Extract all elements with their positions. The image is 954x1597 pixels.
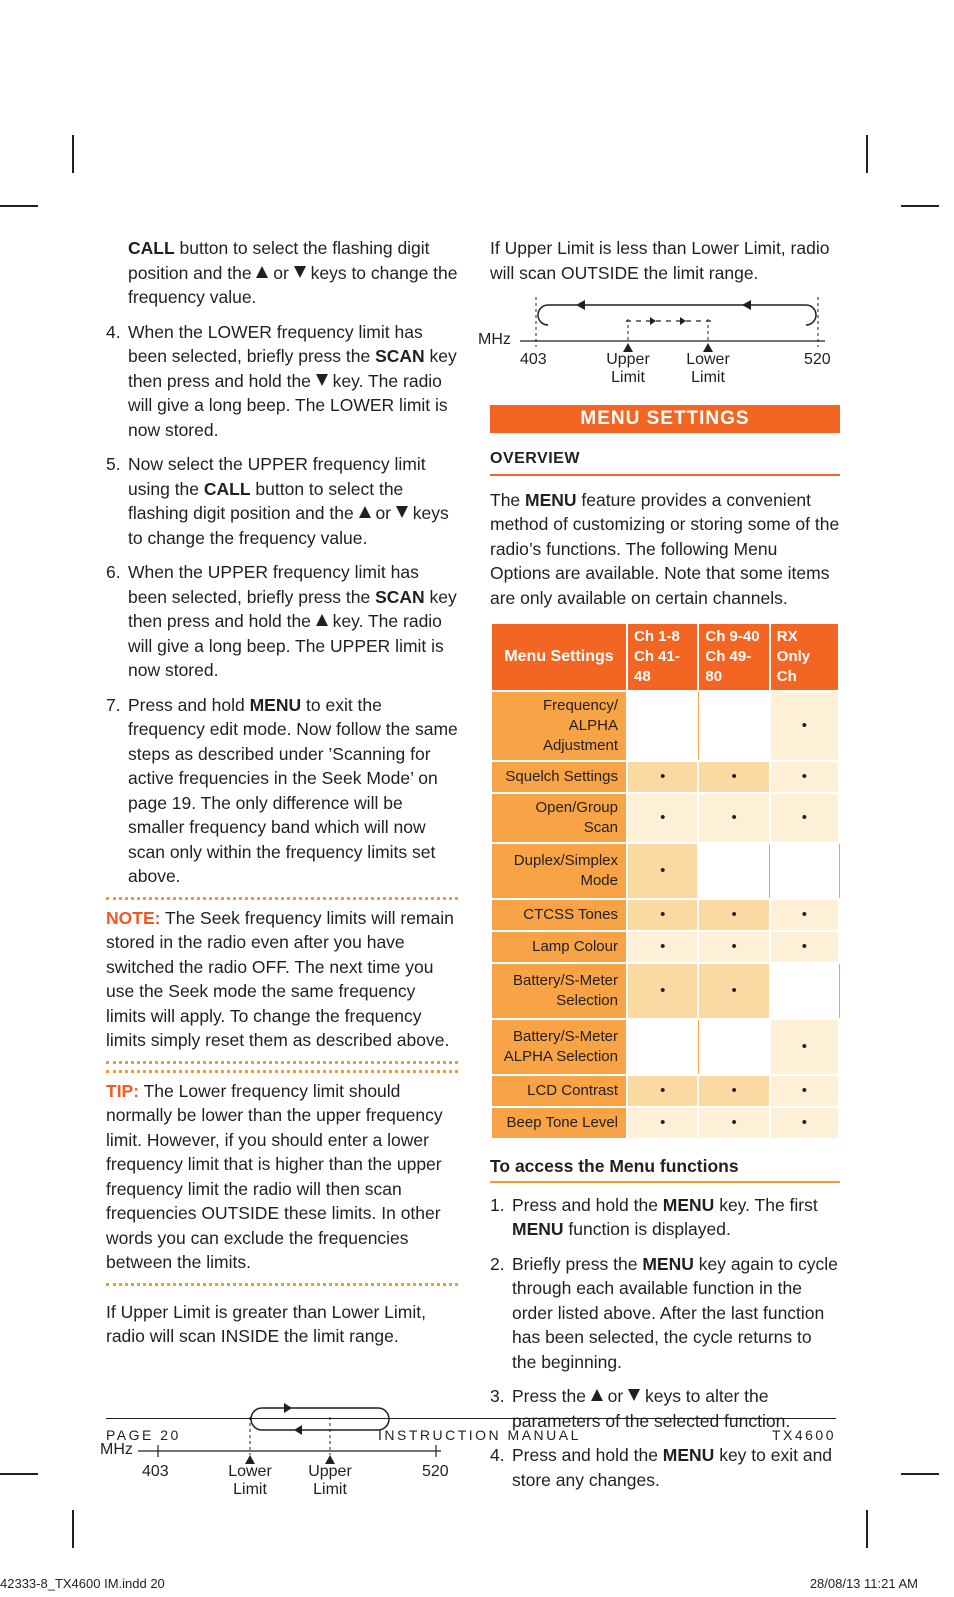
dot-marker: • <box>770 899 839 931</box>
down-arrow-icon <box>294 266 306 278</box>
dot-marker: • <box>627 793 698 843</box>
crop-mark <box>0 205 38 207</box>
axis-unit: MHz <box>478 331 511 348</box>
table-header-row <box>491 623 839 691</box>
crop-mark <box>866 135 868 173</box>
menu-access-steps <box>490 1193 840 1493</box>
table-row: Battery/S-Meter Selection • • <box>491 963 839 1019</box>
crop-mark <box>72 1510 74 1548</box>
dot-marker: • <box>770 1019 839 1075</box>
crop-mark <box>901 1473 939 1475</box>
list-item: 7. Press and hold MENU to exit the frequency edit mode. Now follow the same steps as described under ’Scanning for active frequencies in the Seek Mode’ on page 19. The only difference will be smaller frequency band which will now scan only within the frequency limits set above. <box>106 694 458 886</box>
dot-marker: • <box>770 1107 839 1139</box>
page-number: PAGE 20 <box>106 1427 181 1443</box>
tip-box: TIP: The Lower frequency limit should normally be lower than the upper frequency limit. However, if you should enter a lower frequency limit that is higher than the upper frequency limit the radio will then scan frequencies OUTSIDE these limits. In other words you can exclude the frequencies between the limits. <box>106 1080 443 1272</box>
inside-range-text: If Upper Limit is greater than Lower Limit, radio will scan INSIDE the limit range. <box>106 1301 426 1346</box>
dot-marker: • <box>627 761 698 793</box>
table-row: Lamp Colour • • • <box>491 931 839 963</box>
col-header-rx-only: RX Only Ch <box>770 623 839 691</box>
call-key: CALL <box>128 238 175 258</box>
dot-marker: • <box>627 843 698 899</box>
table-row: Squelch Settings • • • <box>491 761 839 793</box>
list-item: 2. Briefly press the MENU key again to cycle through each available function in the order listed above. After the last function has been selected, the cycle returns to the beginning. <box>490 1253 838 1372</box>
date-slug: 28/08/13 11:21 AM <box>809 1576 918 1591</box>
dot-marker: • <box>627 1075 698 1107</box>
manual-title: INSTRUCTION MANUAL <box>378 1427 581 1443</box>
crop-mark <box>866 1510 868 1548</box>
list-item: 4. When the LOWER frequency limit has been selected, briefly press the SCAN key then press and hold the key. The radio will give a long beep. The LOWER limit is now stored. <box>106 321 457 440</box>
tick-label: 520 <box>422 1462 449 1480</box>
left-column <box>100 236 458 1501</box>
dot-marker: • <box>627 963 698 1019</box>
page-footer <box>106 1418 836 1443</box>
table-row: Frequency/ ALPHA Adjustment • <box>491 691 839 761</box>
table-row: Duplex/Simplex Mode • <box>491 843 839 899</box>
outside-range-text: If Upper Limit is less than Lower Limit, radio will scan OUTSIDE the limit range. <box>490 238 830 283</box>
dot-marker: • <box>627 899 698 931</box>
list-item: 3. Press the or keys to alter the parameters of the selected function. <box>490 1386 791 1431</box>
dot-marker: • <box>770 931 839 963</box>
tick-label: 403 <box>520 351 547 368</box>
access-menu-heading: To access the Menu functions <box>490 1154 840 1183</box>
menu-settings-table <box>490 622 840 1140</box>
divider <box>106 1061 458 1064</box>
outside-range-diagram <box>478 291 840 411</box>
divider <box>106 1283 458 1286</box>
dot-marker: • <box>770 1075 839 1107</box>
overview-text: The MENU feature provides a convenient method of customizing or storing some of the radio’s functions. The following Menu Options are available. Note that some items are only available on certain channels. <box>490 489 840 608</box>
dot-marker: • <box>627 1107 698 1139</box>
dot-marker: • <box>770 793 839 843</box>
list-item: 4. Press and hold the MENU key to exit and store any changes. <box>490 1445 833 1490</box>
dot-marker: • <box>698 793 769 843</box>
divider <box>106 1070 458 1073</box>
note-box: NOTE: The Seek frequency limits will remain stored in the radio even after you have switched the radio OFF. The next time you use the Seek mode the same frequency limits will apply. To change the frequency limits simply reset them as described above. <box>106 907 454 1050</box>
tick-label: 403 <box>142 1462 169 1480</box>
model-name: TX4600 <box>771 1427 836 1443</box>
axis-unit: MHz <box>100 1440 133 1458</box>
down-arrow-icon <box>316 374 328 386</box>
upper-limit-label: Upper Limit <box>308 1462 352 1498</box>
down-arrow-icon <box>628 1389 640 1401</box>
crop-mark <box>72 135 74 173</box>
up-arrow-icon <box>256 266 268 278</box>
down-arrow-icon <box>396 506 408 518</box>
file-slug: 42333-8_TX4600 IM.indd 20 <box>0 1576 165 1591</box>
table-row: Open/Group Scan • • • <box>491 793 839 843</box>
table-row: CTCSS Tones • • • <box>491 899 839 931</box>
dot-marker: • <box>698 931 769 963</box>
divider <box>106 897 458 900</box>
menu-settings-banner: MENU SETTINGS <box>490 405 840 433</box>
up-arrow-icon <box>359 506 371 518</box>
up-arrow-icon <box>316 614 328 626</box>
col-header-ch1-8: Ch 1-8 Ch 41-48 <box>627 623 698 691</box>
tick-label: 520 <box>804 351 831 368</box>
table-row: LCD Contrast • • • <box>491 1075 839 1107</box>
dot-marker: • <box>698 761 769 793</box>
dot-marker: • <box>698 899 769 931</box>
list-item: 5. Now select the UPPER frequency limit using the CALL button to select the flashing digit position and the or keys to change the frequency value. <box>106 454 449 548</box>
dot-marker: • <box>770 691 839 761</box>
lower-limit-label: Lower Limit <box>686 351 730 386</box>
list-item: 1. Press and hold the MENU key. The first MENU function is displayed. <box>490 1194 818 1239</box>
frequency-steps <box>106 320 458 889</box>
list-item: 6. When the UPPER frequency limit has been selected, briefly press the SCAN key then press and hold the key. The radio will give a long beep. The UPPER limit is now stored. <box>106 562 457 680</box>
dot-marker: • <box>770 761 839 793</box>
col-header-menu-settings: Menu Settings <box>491 623 627 691</box>
overview-heading: OVERVIEW <box>490 447 840 476</box>
dot-marker: • <box>698 1075 769 1107</box>
dot-marker: • <box>627 931 698 963</box>
crop-mark <box>901 205 939 207</box>
up-arrow-icon <box>591 1389 603 1401</box>
crop-mark <box>0 1473 38 1475</box>
lower-limit-label: Lower Limit <box>228 1462 272 1498</box>
dot-marker: • <box>698 1107 769 1139</box>
dot-marker: • <box>698 963 769 1019</box>
table-row: Beep Tone Level • • • <box>491 1107 839 1139</box>
upper-limit-label: Upper Limit <box>606 351 650 386</box>
col-header-ch9-40: Ch 9-40 Ch 49-80 <box>698 623 769 691</box>
table-row: Battery/S-Meter ALPHA Selection • <box>491 1019 839 1075</box>
step4-continuation: CALL button to select the flashing digit position and the or keys to change the frequency value. <box>128 238 458 307</box>
